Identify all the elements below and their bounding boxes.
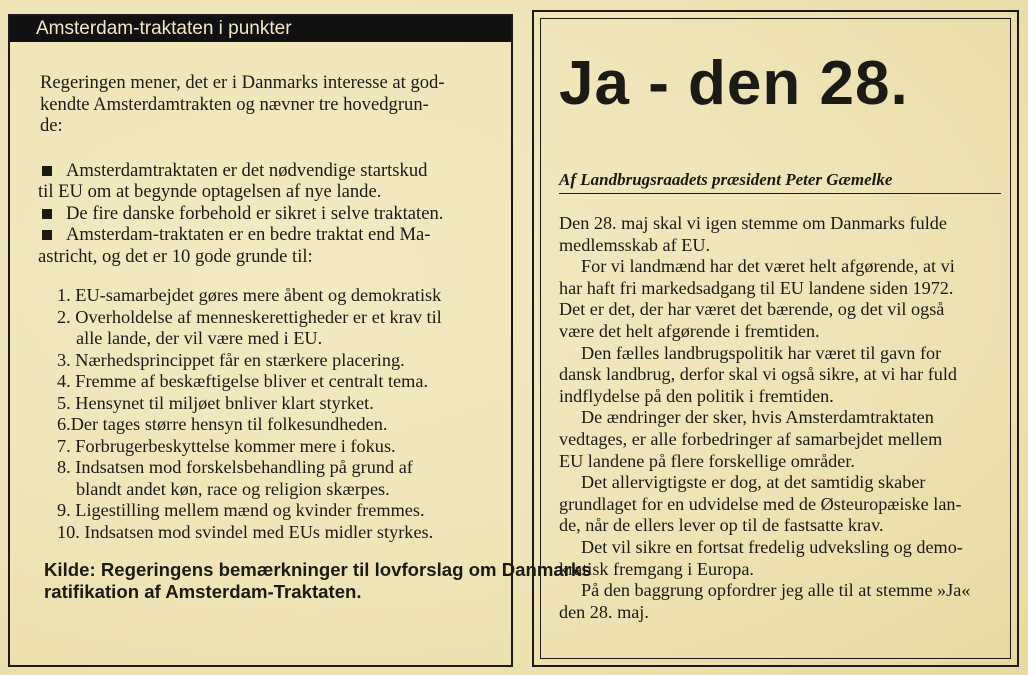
numbered-item: 5. Hensynet til miljøet bnliver klart styrket. <box>57 392 374 413</box>
bullet-line: Amsterdamtraktaten er det nødvendige startskud <box>66 159 428 181</box>
article-line: de, når de ellers lever op til de fastsatte krav. <box>559 515 884 536</box>
fact-box-header: Amsterdam-traktaten i punkter <box>10 16 511 42</box>
article-line: medlemsskab af EU. <box>559 234 711 255</box>
bullet-text <box>66 203 443 225</box>
article-paragraph <box>559 256 1004 342</box>
article-line: har haft fri markedsadgang til EU landene siden 1972. <box>559 277 954 298</box>
article-line: De ændringer der sker, hvis Amsterdamtraktaten <box>581 407 934 428</box>
numbered-list <box>40 285 490 543</box>
article-line: EU landene på flere forskellige områder. <box>559 450 855 471</box>
numbered-item: 3. Nærhedsprincippet får en stærkere placering. <box>57 349 405 370</box>
bullet-line: Amsterdam-traktaten er en bedre traktat end Ma- <box>66 224 431 245</box>
numbered-item: 6.Der tages større hensyn til folkesundheden. <box>57 414 388 434</box>
source-line: ratifikation af Amsterdam-Traktaten. <box>44 580 362 602</box>
bullet-text <box>38 159 428 203</box>
article-line: For vi landmænd har det været helt afgørende, at vi <box>581 256 955 277</box>
bullet-line: til EU om at begynde optagelsen af nye lande. <box>38 181 382 202</box>
numbered-item: 8. Indsatsen mod forskelsbehandling på grund af <box>57 457 413 477</box>
article-paragraph <box>559 343 1004 408</box>
square-bullet-icon <box>42 230 52 240</box>
bullet-text <box>38 224 431 267</box>
article-headline: Ja - den 28. <box>559 49 909 118</box>
bullet-item <box>40 160 490 203</box>
article-paragraph <box>559 213 1004 256</box>
numbered-item: 10. Indsatsen mod svindel med EUs midler styrkes. <box>57 521 434 542</box>
article-line: være det helt afgørende i fremtiden. <box>559 320 820 341</box>
numbered-item: 1. EU-samarbejdet gøres mere åbent og demokratisk <box>57 285 442 305</box>
article-line: Det er det, der har været det bærende, og det vil også <box>559 299 945 320</box>
intro-line: de: <box>40 115 63 136</box>
bullet-line: De fire danske forbehold er sikret i selve traktaten. <box>66 202 444 224</box>
bullet-item <box>40 224 490 267</box>
article-line: På den baggrung opfordrer jeg alle til at stemme »Ja« <box>581 580 971 601</box>
bullet-line: astricht, og det er 10 gode grunde til: <box>38 245 313 267</box>
article-body <box>559 213 1004 623</box>
article-paragraph <box>559 407 1004 472</box>
square-bullet-icon <box>42 166 52 176</box>
intro-text <box>40 72 490 137</box>
article-box <box>532 10 1019 667</box>
numbered-item: 7. Forbrugerbeskyttelse kommer mere i fokus. <box>57 435 396 456</box>
article-line: dansk landbrug, derfor skal vi også sikre, at vi har fuld <box>559 364 958 385</box>
article-line: Det vil sikre en fortsat fredelig udveksling og demo- <box>581 536 963 557</box>
numbered-item: 4. Fremme af beskæftigelse bliver et centralt tema. <box>57 371 429 391</box>
numbered-item: 2. Overholdelse af menneskerettigheder er et krav til <box>57 306 442 327</box>
fact-box-body <box>38 72 592 602</box>
article-line: vedtages, er alle forbedringer af samarbejdet mellem <box>559 428 943 449</box>
square-bullet-icon <box>42 209 52 219</box>
article-paragraph <box>559 472 1004 537</box>
article-paragraph <box>559 537 1004 580</box>
bullet-item <box>40 203 490 225</box>
numbered-item: 9. Ligestilling mellem mænd og kvinder fremmes. <box>57 500 425 520</box>
source-line: Kilde: Regeringens bemærkninger til lovforslag om Danmarks <box>44 559 592 580</box>
intro-line: Regeringen mener, det er i Danmarks interesse at god- <box>40 72 445 93</box>
fact-box <box>8 14 592 667</box>
article-line: Den 28. maj skal vi igen stemme om Danmarks fulde <box>559 213 947 233</box>
article-line: indflydelse på den politik i fremtiden. <box>559 385 834 406</box>
source-note <box>40 559 592 602</box>
article-frame <box>540 18 1011 659</box>
numbered-item-continuation: blandt andet køn, race og religion skærpes. <box>76 478 390 499</box>
article-line: kratisk fremgang i Europa. <box>559 558 754 579</box>
article-line: grundlaget for en udvidelse med de Østeuropæiske lan- <box>559 493 962 514</box>
article-line: Det allervigtigste er dog, at det samtidig skaber <box>581 472 926 493</box>
article-paragraph <box>559 580 1004 623</box>
intro-line: kendte Amsterdamtrakten og nævner tre hovedgrun- <box>40 93 429 115</box>
article-line: den 28. maj. <box>559 601 649 622</box>
numbered-item-continuation: alle lande, der vil være med i EU. <box>76 328 323 348</box>
bullet-list <box>40 160 490 268</box>
article-byline: Af Landbrugsraadets præsident Peter Gæmelke <box>559 169 1001 194</box>
article-line: Den fælles landbrugspolitik har været til gavn for <box>581 342 942 363</box>
